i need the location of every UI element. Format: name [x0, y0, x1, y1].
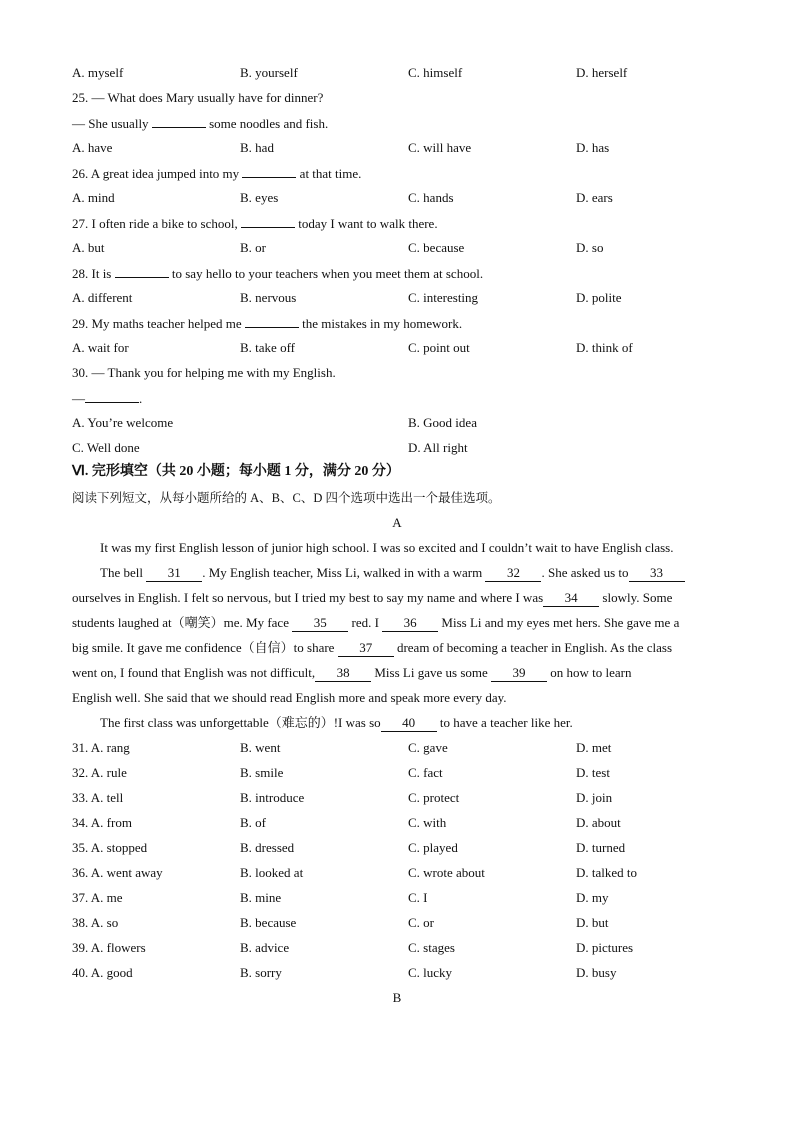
q28-option-d: D. polite	[576, 290, 622, 305]
q29-option-a: A. wait for	[72, 340, 129, 355]
q30-option-c: C. Well done	[72, 440, 140, 455]
passage-a-line-5: big smile. It gave me confidence（自信）to share 37 dream of becoming a teacher in English. As the class	[72, 640, 673, 655]
option-32-c: C. fact	[408, 765, 443, 780]
option-37-d: D. my	[576, 890, 609, 905]
cloze-blank-40: 40	[381, 715, 437, 732]
q24-option-a: A. myself	[72, 65, 124, 80]
option-32-b: B. smile	[240, 765, 284, 780]
q30-options-row1	[72, 413, 722, 433]
cloze-blank-38: 38	[315, 665, 371, 682]
passage-a-line-3: ourselves in English. I felt so nervous, but I tried my best to say my name and where I was 34 slowly. Some	[72, 590, 673, 605]
q26-option-c: C. hands	[408, 190, 454, 205]
cloze-blank-37: 37	[338, 640, 394, 657]
q24-option-b: B. yourself	[240, 65, 298, 80]
cloze-options-36	[72, 863, 722, 883]
option-40-d: D. busy	[576, 965, 617, 980]
cloze-blank-39: 39	[491, 665, 547, 682]
option-34-c: C. with	[408, 815, 447, 830]
passage-a-line-1: It was my first English lesson of junior high school. I was so excited and I couldn’t wait to have English class.	[100, 540, 674, 555]
option-37-a: 37. A. me	[72, 890, 123, 905]
cloze-blank-33: 33	[629, 565, 685, 582]
q25-option-b: B. had	[240, 140, 274, 155]
option-36-a: 36. A. went away	[72, 865, 163, 880]
answer-blank	[152, 113, 206, 128]
option-33-a: 33. A. tell	[72, 790, 124, 805]
cloze-blank-35: 35	[292, 615, 348, 632]
q29-options	[72, 338, 722, 358]
passage-a-line-7: English well. She said that we should read English more and speak more every day.	[72, 690, 507, 705]
q27-option-d: D. so	[576, 240, 604, 255]
option-31-c: C. gave	[408, 740, 448, 755]
q29-option-c: C. point out	[408, 340, 470, 355]
cloze-options-32	[72, 763, 722, 783]
q30-option-b: B. Good idea	[408, 415, 477, 430]
passage-a-line-8: The first class was unforgettable（难忘的）!I was so 40 to have a teacher like her.	[100, 715, 573, 730]
cloze-options-34	[72, 813, 722, 833]
option-31-b: B. went	[240, 740, 281, 755]
option-35-b: B. dressed	[240, 840, 295, 855]
q29-option-d: D. think of	[576, 340, 633, 355]
option-40-b: B. sorry	[240, 965, 282, 980]
option-39-c: C. stages	[408, 940, 455, 955]
q29-stem: 29. My maths teacher helped me the mistakes in my homework.	[72, 313, 722, 333]
q24-options	[72, 63, 722, 83]
cloze-blank-34: 34	[543, 590, 599, 607]
cloze-blank-31: 31	[146, 565, 202, 582]
q28-option-b: B. nervous	[240, 290, 297, 305]
option-32-a: 32. A. rule	[72, 765, 127, 780]
option-35-c: C. played	[408, 840, 458, 855]
answer-blank	[241, 213, 295, 228]
option-39-a: 39. A. flowers	[72, 940, 146, 955]
cloze-options-40	[72, 963, 722, 983]
passage-a-label: A	[392, 515, 402, 530]
option-33-c: C. protect	[408, 790, 460, 805]
q30-option-d: D. All right	[408, 440, 468, 455]
cloze-blank-36: 36	[382, 615, 438, 632]
option-38-a: 38. A. so	[72, 915, 119, 930]
option-33-b: B. introduce	[240, 790, 305, 805]
q30-option-a: A. You’re welcome	[72, 415, 174, 430]
option-31-a: 31. A. rang	[72, 740, 130, 755]
cloze-options-33	[72, 788, 722, 808]
section-instruction: 阅读下列短文，从每小题所给的 A、B、C、D 四个选项中选出一个最佳选项。	[72, 491, 501, 505]
option-38-c: C. or	[408, 915, 434, 930]
option-38-d: D. but	[576, 915, 609, 930]
cloze-options-39	[72, 938, 722, 958]
q25-reply: — She usually some noodles and fish.	[72, 113, 722, 133]
passage-a-line-4: students laughed at（嘲笑）me. My face 35 red. I 36 Miss Li and my eyes met hers. She gave me a	[72, 615, 680, 630]
passage-a-line-2: The bell 31 . My English teacher, Miss Li, walked in with a warm 32 . She asked us to 33	[100, 563, 722, 583]
cloze-blank-32: 32	[485, 565, 541, 582]
option-34-b: B. of	[240, 815, 266, 830]
answer-blank	[245, 313, 299, 328]
q26-options	[72, 188, 722, 208]
q26-option-d: D. ears	[576, 190, 613, 205]
passage-a-line-6: went on, I found that English was not difficult, 38 Miss Li gave us some 39 on how to learn	[72, 665, 632, 680]
option-37-c: C. I	[408, 890, 428, 905]
option-40-a: 40. A. good	[72, 965, 133, 980]
option-36-c: C. wrote about	[408, 865, 485, 880]
q25-option-d: D. has	[576, 140, 610, 155]
option-36-b: B. looked at	[240, 865, 304, 880]
q25-options	[72, 138, 722, 158]
q30-stem: 30. — Thank you for helping me with my English.	[72, 365, 336, 380]
cloze-options-35	[72, 838, 722, 858]
option-39-b: B. advice	[240, 940, 290, 955]
q27-stem: 27. I often ride a bike to school, today I want to walk there.	[72, 213, 722, 233]
q29-option-b: B. take off	[240, 340, 295, 355]
option-34-a: 34. A. from	[72, 815, 132, 830]
option-38-b: B. because	[240, 915, 297, 930]
option-39-d: D. pictures	[576, 940, 634, 955]
option-32-d: D. test	[576, 765, 610, 780]
answer-blank	[242, 163, 296, 178]
option-35-a: 35. A. stopped	[72, 840, 148, 855]
q30-reply: — .	[72, 388, 722, 408]
cloze-options-38	[72, 913, 722, 933]
q26-option-a: A. mind	[72, 190, 115, 205]
q28-option-a: A. different	[72, 290, 133, 305]
q27-options	[72, 238, 722, 258]
option-33-d: D. join	[576, 790, 613, 805]
option-35-d: D. turned	[576, 840, 626, 855]
q24-option-c: C. himself	[408, 65, 463, 80]
q28-stem: 28. It is to say hello to your teachers when you meet them at school.	[72, 263, 722, 283]
q25-option-a: A. have	[72, 140, 113, 155]
q26-stem: 26. A great idea jumped into my at that time.	[72, 163, 722, 183]
option-34-d: D. about	[576, 815, 621, 830]
q28-options	[72, 288, 722, 308]
option-36-d: D. talked to	[576, 865, 638, 880]
option-31-d: D. met	[576, 740, 612, 755]
q24-option-d: D. herself	[576, 65, 628, 80]
q27-option-b: B. or	[240, 240, 266, 255]
q25-option-c: C. will have	[408, 140, 472, 155]
passage-b-label: B	[392, 990, 402, 1005]
answer-blank	[115, 263, 169, 278]
option-40-c: C. lucky	[408, 965, 453, 980]
q26-option-b: B. eyes	[240, 190, 279, 205]
cloze-options-31	[72, 738, 722, 758]
option-37-b: B. mine	[240, 890, 282, 905]
q27-option-a: A. but	[72, 240, 105, 255]
section-heading: Ⅵ. 完形填空（共 20 小题；每小题 1 分，满分 20 分）	[72, 464, 400, 479]
q27-option-c: C. because	[408, 240, 465, 255]
answer-blank	[85, 388, 139, 403]
q25-stem: 25. — What does Mary usually have for dinner?	[72, 90, 324, 105]
q28-option-c: C. interesting	[408, 290, 479, 305]
cloze-options-37	[72, 888, 722, 908]
q30-options-row2	[72, 438, 722, 458]
